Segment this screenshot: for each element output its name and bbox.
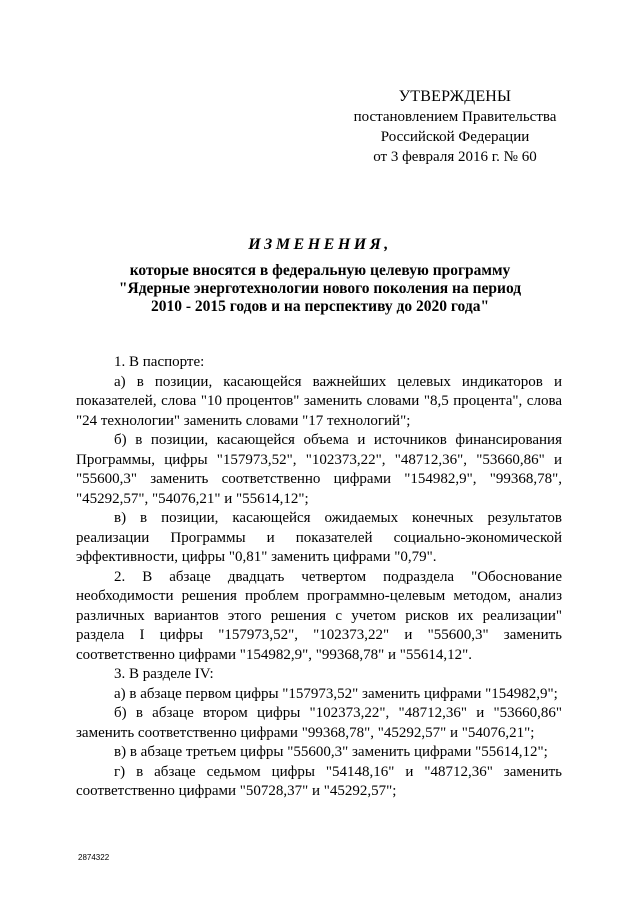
paragraph: в) в абзаце третьем цифры "55600,3" заменить цифрами "55614,12";: [114, 744, 548, 760]
footer-code: 2874322: [78, 853, 110, 862]
paragraph: 3. В разделе IV:: [114, 666, 214, 682]
heading-line-1: которые вносятся в федеральную целевую программу: [129, 262, 511, 279]
changes-title: ИЗМЕНЕНИЯ,: [248, 236, 392, 253]
paragraph: а) в позиции, касающейся важнейших целевых индикаторов и показателей, слова "10 процентов" заменить словами "8,5 процента", слова "24 технологии" заменить словами "17 технологий";: [76, 373, 562, 429]
paragraph: 1. В паспорте:: [114, 354, 205, 370]
approval-block: [340, 87, 570, 167]
paragraph: г) в абзаце седьмом цифры "54148,16" и "48712,36" заменить соответственно цифрами "50728,37" и "45292,57";: [76, 763, 562, 799]
heading-line-3: 2010 - 2015 годов и на перспективу до 2020 года": [150, 298, 490, 315]
approval-line-1: постановлением Правительства: [353, 109, 557, 125]
paragraph: б) в позиции, касающейся объема и источников финансирования Программы, цифры "157973,52", "102373,22", "48712,36", "53660,86" и "55600,3" заменить соответственно цифрами "154982,9", "99368,78", "45292,57", "54076,21" и "55614,12";: [76, 432, 562, 507]
heading-line-2: "Ядерные энерготехнологии нового поколения на период: [118, 280, 522, 297]
document-heading: [80, 236, 560, 316]
approval-title: УТВЕРЖДЕНЫ: [398, 88, 512, 105]
paragraph: 2. В абзаце двадцать четвертом подраздела "Обоснование необходимости решения проблем программно-целевым методом, анализ различных вариантов этого решения с учетом рисков их реализации" раздела I цифры "157973,52", "102373,22" и "55600,3" заменить соответственно цифрами "154982,9", "99368,78" и "55614,12".: [76, 568, 562, 663]
paragraph: в) в позиции, касающейся ожидаемых конечных результатов реализации Программы и показателей социально-экономической эффективности, цифры "0,81" заменить цифрами "0,79".: [76, 510, 562, 565]
paragraph: б) в абзаце втором цифры "102373,22", "48712,36" и "53660,86" заменить соответственно цифрами "99368,78", "45292,57" и "54076,21";: [76, 705, 562, 741]
paragraph: а) в абзаце первом цифры "157973,52" заменить цифрами "154982,9";: [114, 685, 558, 702]
document-body: [76, 353, 562, 802]
approval-line-3: от 3 февраля 2016 г. № 60: [373, 149, 537, 165]
approval-line-2: Российской Федерации: [380, 129, 530, 145]
